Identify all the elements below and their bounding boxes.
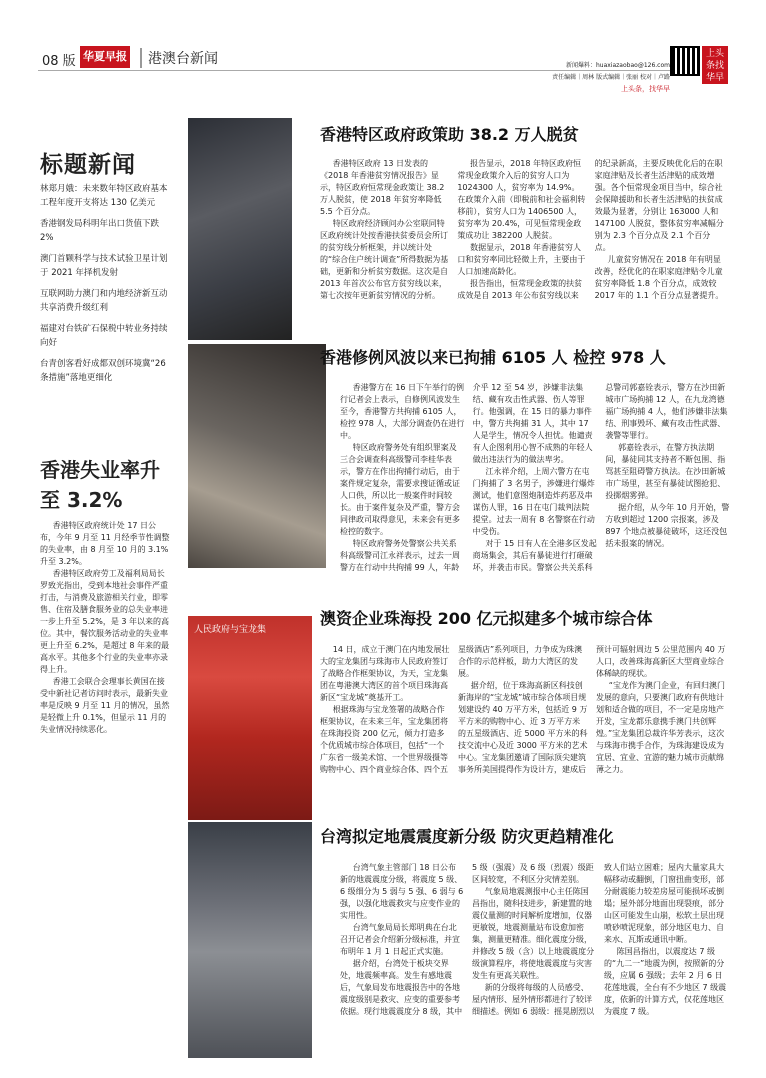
feature-paragraph: 香港特区政府统计处 17 日公布，今年 9 月至 11 月经季节性调整的失业率，由 8 月至 10 月的 3.1% 升至 3.2%。 <box>40 521 170 566</box>
police-protest-photo <box>188 344 326 568</box>
headline-item[interactable]: 林郑月娥：未来数年特区政府基本工程年度开支将达 130 亿美元 <box>40 184 168 208</box>
article-paragraph: 报告指出，恒常现金政策的扶贫成效是自 2013 年公布贫穷线以来的纪录新高，主要反映优化后的在职家庭津贴及长者生活津贴的成效增强。各个恒常现金项目当中，综合社会保障援助和长者生活津贴的扶贫成效最为显著，分别让 163000 人和 147100 人脱贫，整体贫穷率减幅分别为 2.3 个百分点及 2.1 个百分点。 <box>457 159 724 300</box>
feature-title: 香港失业率升至 3.2% <box>40 458 160 512</box>
headline-item[interactable]: 台青创客看好成都双创环境冀“26 条措施”落地更细化 <box>40 359 166 383</box>
article-paragraph: 据介绍，台湾处于板块交界处，地震频率高。发生有感地震后，气象局发布地震报告中的各地震度级别是救灾、应变的重要参考依据。现行地震震度分 8 级，其中 5 级（强震）及 6 级（烈震）级距区间较宽，不利区分灾情差别。 <box>340 863 594 1016</box>
article-paragraph: 据介绍，位于珠海高新区科技创新海岸的“宝龙城”城市综合体项目规划建设约 40 万平方米，包括近 9 万平方米的购物中心、近 3 万平方米的五星级酒店、近 5000 平方米的科技交流中心及近 3000 平方米的艺术中心。宝龙集团邀请了国际顶尖建筑事务所美国提得作为设计方，建成后预计可辐射周边 5 公里范围内 40 万人口，改善珠海高新区大型商业综合体稀缺的现状。 <box>458 645 726 774</box>
article-body <box>340 382 730 596</box>
article-paragraph: 气象局地震测报中心主任陈国昌指出，随科技进步，新建置的地震仪量测的时间解析度增加，仪器更敏锐，地震测量站布设愈加密集，测量更精准。细化震度分级，并修改 5 级（含）以上地震震度分级演算程序，将使地震震度与灾害发生有更高关联性。 <box>472 887 595 980</box>
photo-caption: 人民政府与宝龙集 <box>194 625 267 635</box>
article-paragraph: 根据珠海与宝龙签署的战略合作框架协议，在未来三年，宝龙集团将在珠海投资 200 亿元，倾力打造多个优质城市综合体项目，包括“一个广东省一级美术馆、一个世界级摄等购物中心、四个商业综合体、四个五星级酒店”系列项目，力争成为珠澳合作的示范样板，助力大湾区的发展。 <box>320 645 583 774</box>
headline-item[interactable]: 澳门首颗科学与技术试验卫星计划于 2021 年择机发射 <box>40 254 168 278</box>
article-paragraph: 特区政府警务处警察公共关系科高级警司江永祥表示，过去一周警方在行动中共拘捕 99 人，年龄介乎 12 至 54 岁，涉嫌非法集结、藏有攻击性武器、伤人等罪行。他强调，在 15 日的暴力事件中，警方共拘捕 31 人，其中 17 人是学生，情况令人担忧。他谴责有人企图利用心智不成熟的年轻人做出违法行为的做法卑劣。 <box>340 383 593 572</box>
article-body <box>320 158 724 336</box>
headline-item[interactable]: 互联网助力澳门和内地经济新互动 共享消费升级红利 <box>40 289 168 313</box>
article-paragraph: 数据显示，2018 年香港贫穷人口和贫穷率同比轻微上升，主要由于人口加速高龄化。 <box>457 243 586 276</box>
article-paragraph: 陈国昌指出，以震度达 7 级的“九二一”地震为例，按照新的分级，应属 6 强级；去年 2 月 6 日花莲地震，全台有不少地区 7 级震度，依新的计算方式，仅花莲地区为震度 7 级。 <box>604 947 727 1016</box>
article-paragraph: 台湾气象主管部门 18 日公布新的地震震度分级，将震度 5 级、6 级细分为 5 弱与 5 强、6 弱与 6 强，以强化地震救灾与应变作业的实用性。 <box>340 863 464 920</box>
article-paragraph: 特区政府经济顾问办公室联同特区政府统计处按香港扶贫委员会所订的贫穷线分析框架，并以统计处的“综合住户统计调查”所得数据为基础，更新和分析贫穷数据。这次是自 2013 年首次公布官方贫穷线以来，第七次按年更新贫穷情况的分析。 <box>320 219 449 300</box>
masthead-rule <box>38 70 686 71</box>
article-title: 澳资企业珠海投 200 亿元拟建多个城市综合体 <box>320 609 653 628</box>
article-paragraph: 特区政府警务处有组织罪案及三合会调查科高级警司李桂华表示，警方在作出拘捕行动后，由于案件规定复杂，需要求搜证循或证人口供，所以比一般案件时间较长。由于案件复杂及严重，警方会同律政司取得意见，未来会有更多检控的数字。 <box>340 443 460 536</box>
article-paragraph: 对于 15 日有人在全港多区发起商场集会，其后有暴徒进行打砸破坏，并袭击市民。警察公共关系科总警司郭嘉铨表示，警方在沙田新城市广场拘捕 12 人，在九龙湾德福广场拘捕 4 人，他们涉嫌非法集结、刑事毁坏、藏有攻击性武器、袭警等罪行。 <box>472 383 728 572</box>
headline-list <box>40 182 172 392</box>
article-body <box>320 644 726 812</box>
masthead <box>38 40 728 93</box>
article-paragraph: 14 日，成立于澳门在内地发展壮大的宝龙集团与珠海市人民政府签订了战略合作框架协议，为天，宝龙集团在粤港澳大湾区的首个项目珠海高新区“宝龙城”奠基开工。 <box>320 645 450 702</box>
qr-code-icon[interactable] <box>670 46 700 76</box>
article-paragraph: 新的分级将每级的人员感受、屋内情形、屋外情形都进行了较详细描述。例如 6 弱级：摇晃剧烈以致人们站立困难；屋内大量家具大幅移动或翻倒，门窗扭曲变形，部分耐震能力较差房屋可能损坏或倒塌；屋外部分地面出现裂痕，部分山区可能发生山崩，松软土层出现喷砂喷泥现象，部分地区电力、自来水、瓦斯或通讯中断。 <box>472 863 724 1016</box>
page-number: 08 版 <box>42 54 76 69</box>
headline-item[interactable]: 香港钢发局科明年出口货值下跌 2% <box>40 219 160 243</box>
section-name: 港澳台新闻 <box>140 48 218 68</box>
article-title: 香港特区政府政策助 38.2 万人脱贫 <box>320 125 579 144</box>
newspaper-logo: 华夏早报 <box>80 46 130 68</box>
article-title: 香港修例风波以来已拘捕 6105 人 检控 978 人 <box>320 348 666 367</box>
feature-paragraph: 香港工会联合会理事长黄国在接受中新社记者访问时表示，最新失业率是反映 9 月至 11 月的情况，虽然是轻微上升 0.1%，但显示 11 月的失业情况持续恶化。 <box>40 677 170 734</box>
article-paragraph: 郭嘉铨表示，在警方执法期间，暴徒同其支持者不断包围、指骂甚至阻碍警方执法。在沙田新城市广场里，甚至有暴徒试图抢犯、投掷烟雾弹。 <box>605 443 726 500</box>
article-paragraph: “宝龙作为澳门企业，有回归澳门发展的意向，只要澳门政府有供地计划和适合做的项目，不一定是房地产开发，宝龙都乐意携手澳门共创辉煌。”宝龙集团总裁许华芳表示，这次与珠海市携手合作，为珠海建设成为宜居、宜业、宜游的魅力城市贡献绵薄之力。 <box>596 681 725 774</box>
tagline-badge: 上头条找华早 <box>702 46 728 84</box>
article-paragraph: 香港警方在 16 日下午举行的例行记者会上表示，自修例风波发生至今，香港警方共拘捕 6105 人，检控 978 人，大部分调查仍在进行中。 <box>340 383 465 440</box>
tower-blocks-photo <box>188 118 292 340</box>
article-paragraph: 台湾气象局局长郑明典在台北召开记者会介绍新分级标准，并宣布明年 1 月 1 日起正式实施。 <box>340 923 460 956</box>
editor-credits: 责任编辑｜周林 版式编辑｜张丽 校对｜卢路 <box>552 74 670 81</box>
article-paragraph: 香港特区政府 13 日发表的《2018 年香港贫穷情况报告》显示，特区政府恒常现金政策让 38.2 万人脱贫，使 2018 年贫穷率降低 5.5 个百分点。 <box>320 159 445 216</box>
tagline: 上头条，找华早 <box>621 85 670 93</box>
headline-item[interactable]: 福建对台铁矿石保税中转业务持续向好 <box>40 324 168 348</box>
feature-body <box>40 520 172 736</box>
article-paragraph: 江永祥介绍，上周六警方在屯门拘捕了 3 名男子，涉嫌进行爆炸测试，他们意图炮制造炸药恶及串谋伤人罪，16 日在屯门裁判法院提堂。过去一周有 8 名警察在行动中受伤。 <box>472 467 595 536</box>
article-body <box>340 862 728 1062</box>
feature-paragraph: 香港特区政府劳工及福利局局长罗致光指出，受到本地社会事件严重打击，与消费及旅游相关行业，即零售、住宿及膳食服务业的总失业率进一步上升至 5.2%，是 3 年以来的高位。其中，餐饮服务活动业的失业率更上升至 6.2%，是超过 8 年来的最高水平。其他多个行业的失业率亦录得上升。 <box>40 569 170 674</box>
article-paragraph: 儿童贫穷情况在 2018 年有明显改善，经优化的在职家庭津贴令儿童贫穷率降低 1.8 个百分点，成效较 2017 年的 1.1 个百分点显著提升。 <box>594 255 724 300</box>
article-title: 台湾拟定地震震度新分级 防灾更趋精准化 <box>320 827 614 846</box>
hotline-email: 新闻爆料：huaxiazaobao@126.com <box>565 62 670 69</box>
collapsed-building-photo <box>188 822 312 1058</box>
article-paragraph: 报告显示，2018 年特区政府恒常现金政策介入后的贫穷人口为 1024300 人，贫穷率为 14.9%。在政策介入前（即税前和社会福利转移前），贫穷人口为 1406500 人，贫穷率为 20.4%，可见恒常现金政策成功让 382200 人脱贫。 <box>457 159 586 240</box>
headlines-heading: 标题新闻 <box>40 152 136 178</box>
article-paragraph: 据介绍，从今年 10 月开始，警方收到超过 1200 宗报案，涉及 897 个地点被暴徒破坏，这还没包括未报案的情况。 <box>605 503 730 548</box>
signing-ceremony-photo <box>188 616 312 820</box>
